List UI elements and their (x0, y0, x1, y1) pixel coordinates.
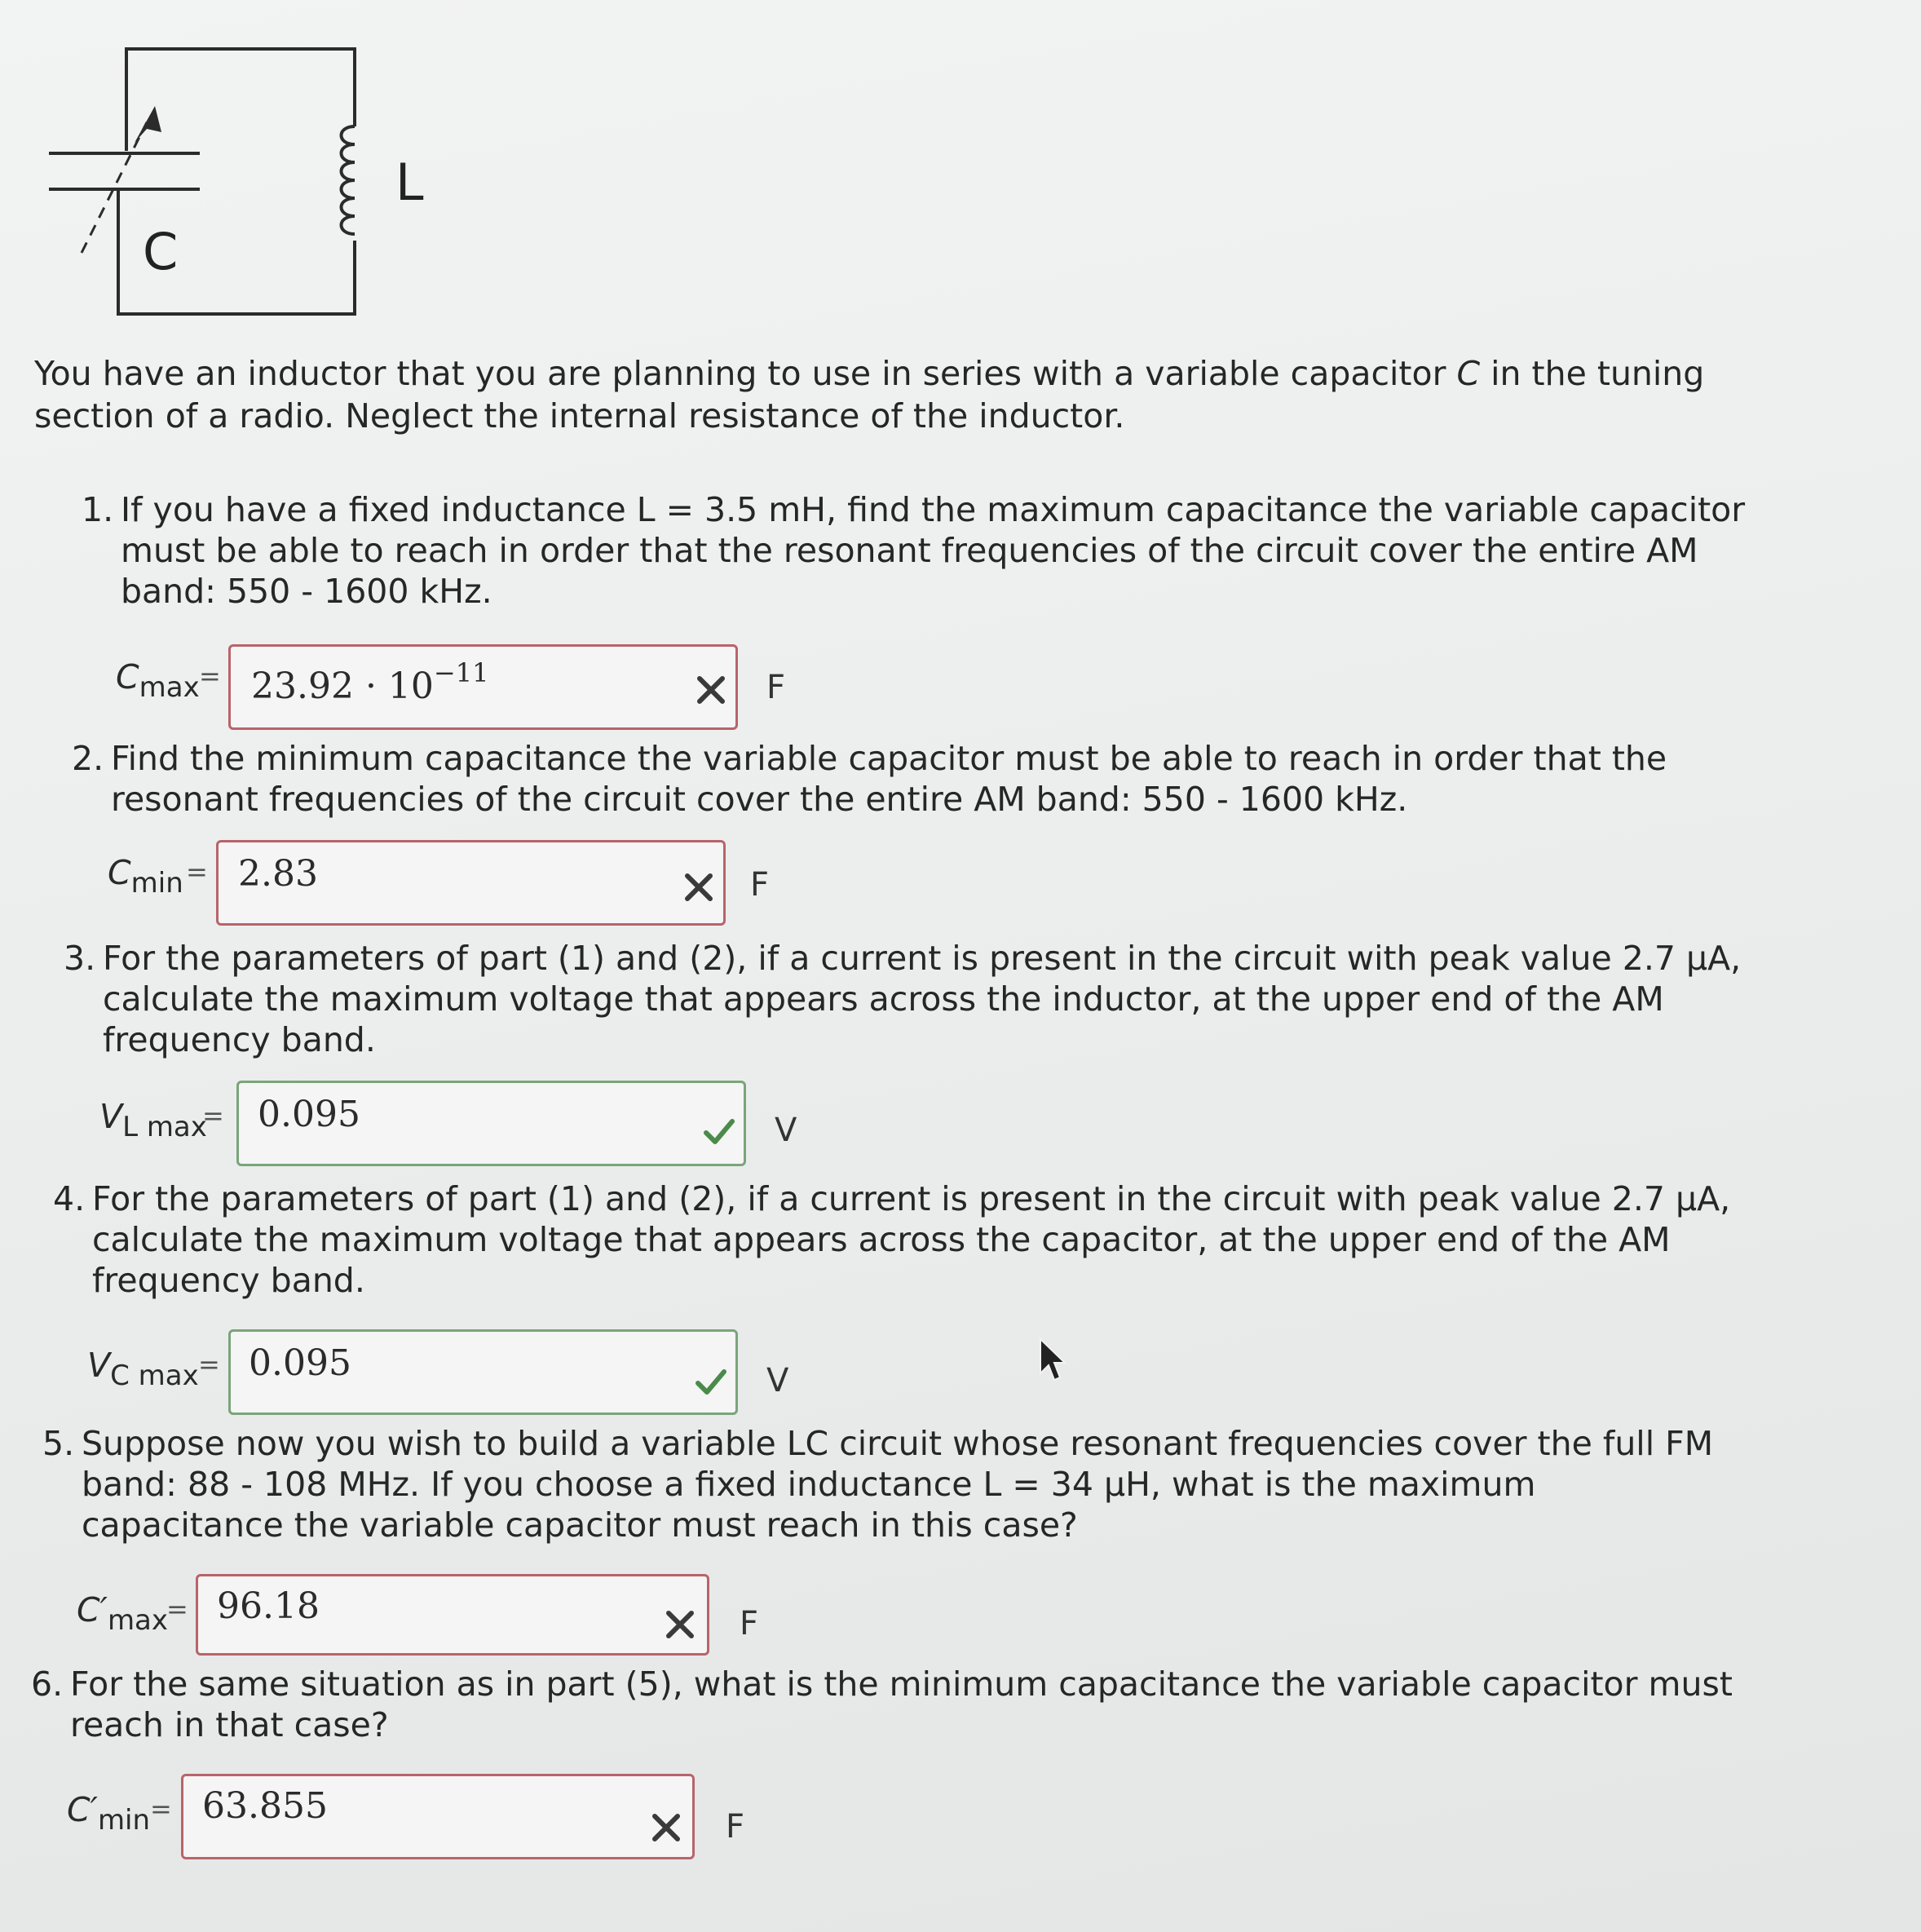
equals-sign: = (202, 1100, 224, 1131)
answer-value: 0.095 (258, 1094, 360, 1135)
intro-text-2: in the tuning section of a radio. Neglect the internal resistance of the inductor. (34, 354, 1705, 435)
answer-unit: V (766, 1362, 789, 1399)
question-number: 4. (53, 1179, 86, 1218)
question-1 (82, 489, 1753, 612)
equals-sign: = (199, 661, 221, 692)
answer-unit: F (750, 866, 770, 904)
answer-row-2 (106, 840, 840, 922)
question-text: Find the minimum capacitance the variable capacitor must be able to reach in order that the resonant frequencies of the circuit cover the entire AM band: 550 - 1600 kHz. (111, 739, 1667, 819)
question-5 (42, 1423, 1747, 1545)
equals-sign: = (166, 1594, 188, 1625)
equals-sign: = (186, 856, 208, 887)
lc-circuit-diagram (33, 33, 457, 326)
answer-value: 63.855 (202, 1785, 328, 1827)
answer-label: $C_{max}$ (116, 657, 200, 704)
question-number: 1. (82, 490, 114, 529)
answer-unit: F (726, 1808, 745, 1846)
x-mark-icon (648, 1810, 684, 1846)
answer-label: $C'_{min}$ (67, 1790, 151, 1837)
answer-label: $V_{C max}$ (87, 1346, 199, 1392)
question-6 (31, 1664, 1743, 1745)
answer-label: $C_{min}$ (108, 853, 183, 900)
answer-row-4 (86, 1329, 819, 1411)
equals-sign: = (198, 1349, 220, 1380)
question-number: 5. (42, 1424, 75, 1463)
answer-label: $V_{L max}$ (99, 1097, 207, 1143)
question-text: For the same situation as in part (5), what is the minimum capacitance the variable capacitor must reach in that case? (70, 1665, 1733, 1744)
x-mark-icon (681, 869, 717, 905)
question-text: For the parameters of part (1) and (2), if a current is present in the circuit with peak value 2.7 μA, calculate the maximum voltage that appears across the capacitor, at the upper end of the AM frequency band. (92, 1179, 1731, 1300)
answer-row-5 (75, 1574, 809, 1656)
answer-label: $C'_{max}$ (77, 1590, 169, 1637)
inductor-label: L (395, 153, 424, 212)
question-number: 2. (72, 739, 104, 778)
inductor-coil-symbol (342, 126, 355, 234)
question-text: For the parameters of part (1) and (2), if a current is present in the circuit with peak value 2.7 μA, calculate the maximum voltage that appears across the inductor, at the upper end of the AM frequency band. (103, 939, 1742, 1059)
capacitor-label: C (143, 222, 179, 281)
answer-unit: F (740, 1605, 759, 1642)
answer-row-1 (114, 644, 848, 726)
check-mark-icon (693, 1364, 729, 1399)
question-3 (64, 938, 1751, 1060)
question-text: If you have a fixed inductance L = 3.5 mH, find the maximum capacitance the variable capacitor must be able to reach in order that the resonant frequencies of the circuit cover the entire AM band: 550 - 1600 kHz. (121, 490, 1746, 611)
question-number: 3. (64, 939, 96, 978)
equals-sign: = (150, 1793, 172, 1824)
answer-row-3 (98, 1081, 832, 1162)
answer-row-6 (65, 1774, 799, 1855)
answer-value: 0.095 (249, 1342, 351, 1384)
answer-value: 2.83 (238, 853, 318, 895)
question-2 (72, 738, 1751, 820)
problem-intro (34, 352, 1747, 437)
x-mark-icon (662, 1607, 698, 1642)
answer-value: 96.18 (217, 1585, 320, 1627)
question-number: 6. (31, 1665, 64, 1704)
question-text: Suppose now you wish to build a variable LC circuit whose resonant frequencies cover the full FM band: 88 - 108 MHz. If you choose a fixed inductance L = 34 μH, what is the maximum capacitance the variable capacitor must reach in this case? (82, 1424, 1714, 1545)
x-mark-icon (693, 672, 729, 708)
check-mark-icon (701, 1113, 737, 1149)
question-4 (53, 1178, 1749, 1301)
answer-unit: V (775, 1112, 797, 1149)
answer-unit: F (766, 669, 786, 706)
intro-text-1: You have an inductor that you are planning to use in series with a variable capacitor (34, 354, 1457, 393)
intro-variable: C (1456, 354, 1481, 393)
mouse-pointer-icon (1037, 1337, 1070, 1383)
answer-value: $23.92 \cdot 10^{-11}$ (251, 657, 489, 707)
